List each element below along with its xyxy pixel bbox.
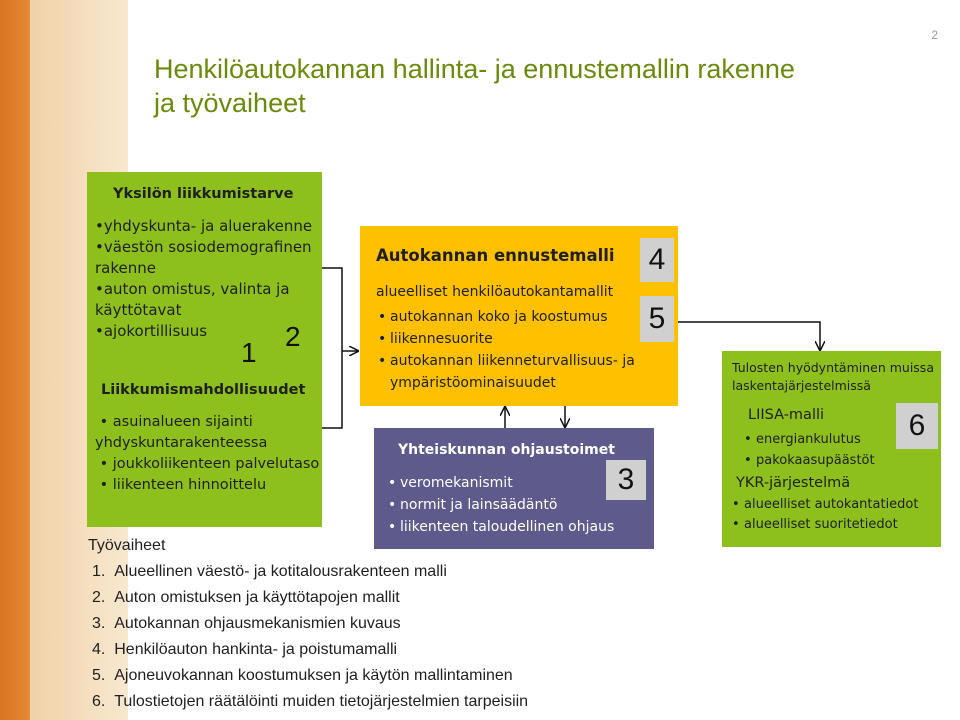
output-heading: Tulosten hyödyntäminen muissa laskentajärjestelmissä (732, 360, 934, 393)
step-number-1: 1 (241, 337, 257, 368)
step-item: 6. Tulostietojen räätälöinti muiden tietojärjestelmien tarpeisiin (92, 693, 529, 710)
forecast-item: • liikennesuorite (376, 328, 672, 350)
box1-item2: • joukkoliikenteen palvelutaso (95, 456, 320, 472)
steering-item: • veromekanismit (386, 472, 652, 494)
steering-measures-box (374, 428, 654, 549)
steering-heading: Yhteiskunnan ohjaustoimet (398, 442, 615, 458)
steps-heading: Työvaiheet (88, 537, 166, 554)
box1-item2: • liikenteen hinnoittelu (95, 477, 267, 493)
arrow-to-output (678, 322, 820, 350)
forecast-model-box (360, 226, 678, 406)
ykr-item: • alueelliset suoritetiedot (730, 515, 940, 535)
forecast-item: • autokannan liikenneturvallisuus- ja ympäristöominaisuudet (376, 350, 672, 394)
step-number-6: 6 (896, 403, 938, 449)
forecast-list (376, 306, 672, 394)
step-item: 5. Ajoneuvokannan koostumuksen ja käytön mallintaminen (92, 667, 513, 684)
steps-list (88, 559, 708, 715)
box1-item: •auton omistus, valinta ja käyttötavat (95, 280, 290, 319)
step-number-4: 4 (640, 238, 674, 282)
step-number-3: 3 (606, 460, 646, 500)
steering-item: • liikenteen taloudellinen ohjaus (386, 516, 652, 538)
forecast-item: • autokannan koko ja koostumus (376, 306, 672, 328)
ykr-item: • alueelliset autokantatiedot (730, 495, 940, 515)
step-item: 4. Henkilöauton hankinta- ja poistumamalli (92, 641, 398, 658)
step-item: 3. Autokannan ohjausmekanismien kuvaus (92, 615, 401, 632)
title-line-2: ja työvaiheet (154, 88, 306, 118)
box1-heading-2: Liikkumismahdollisuudet (101, 382, 306, 398)
box1-item: •yhdyskunta- ja aluerakenne (95, 217, 313, 235)
box1-item2: • asuinalueen sijainti yhdyskuntarakenteessa (95, 414, 268, 451)
box1-list-2 (95, 412, 320, 496)
forecast-heading: Autokannan ennustemalli (376, 246, 615, 265)
step-number-5: 5 (640, 296, 674, 342)
forecast-subheading: alueelliset henkilöautokantamallit (376, 284, 614, 300)
liisa-title: LIISA-malli (748, 407, 825, 423)
step-item: 2. Auton omistuksen ja käyttötapojen mallit (92, 589, 400, 606)
bracket-connector (322, 268, 342, 428)
steering-item: • normit ja lainsäädäntö (386, 494, 652, 516)
liisa-list (742, 429, 892, 471)
liisa-item: • energiankulutus (742, 429, 892, 450)
step-item: 1. Alueellinen väestö- ja kotitalousrakenteen malli (92, 563, 447, 580)
box1-list (95, 216, 317, 342)
title-line-1: Henkilöautokannan hallinta- ja ennustemallin rakenne (154, 54, 795, 84)
ykr-title: YKR-järjestelmä (736, 475, 851, 491)
step-number-2: 2 (285, 321, 301, 352)
liisa-item: • pakokaasupäästöt (742, 450, 892, 471)
output-usage-box (722, 351, 941, 547)
page-number: 2 (931, 28, 938, 42)
individual-mobility-box (87, 172, 322, 527)
work-steps (88, 533, 708, 715)
box1-heading: Yksilön liikkumistarve (113, 186, 294, 202)
box1-item: •ajokortillisuus (95, 322, 208, 340)
ykr-list (730, 495, 940, 535)
box1-item: •väestön sosiodemografinen rakenne (95, 238, 312, 277)
